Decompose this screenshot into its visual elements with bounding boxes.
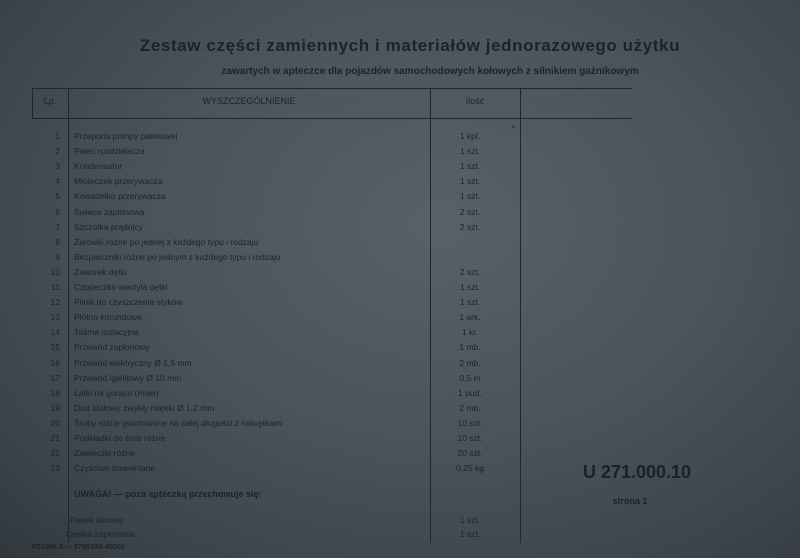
table-row [0,159,520,174]
table-row [0,189,520,204]
row-qty: 2 szt. [459,206,481,217]
row-lp: 23 [50,463,60,474]
row-qty: 1 kpl. [459,131,481,141]
row-qty: 1 ark. [459,312,481,323]
row-qty: 10 szt. [457,417,483,428]
row-name: Pilnik do czyszczenia styków [74,297,183,308]
row-name: Przewód elektryczny Ø 1,5 mm [74,357,192,368]
table-row [0,446,520,461]
row-qty: 1 szt. [459,176,481,187]
row-qty: 1 mb. [459,342,481,353]
row-qty: 2 mb. [459,402,481,413]
row-name: Płótno korundowe [74,312,143,323]
row-lp: 4 [55,176,60,187]
table-row [0,461,520,476]
row-lp: 5 [55,191,60,202]
row-lp: 7 [55,221,60,232]
extra-row [0,527,520,542]
table-row [0,235,520,250]
extra-qty: 1 szt. [459,529,481,539]
row-qty: 10 szt. [457,433,483,443]
table-row [0,205,520,220]
table-row [0,431,520,446]
row-lp: 16 [50,357,60,368]
row-name: Zawleczki różne [74,448,135,459]
row-lp: 1 [55,131,60,141]
table-row [0,280,520,295]
extra-qty: 1 szt. [459,515,481,525]
row-lp: 2 [55,146,60,157]
extra-name: Pasek klinowy [70,515,124,525]
page-number: strona 1 [612,496,648,506]
row-name: Bezpieczniki różne po jednym z każdego typu i rodzaju [74,251,281,262]
row-name: Kowadełko przerywacza [74,191,166,202]
row-qty: 20 szt. [457,448,483,459]
asterisk-mark: * [512,124,516,133]
table-row [0,356,520,371]
row-qty: 1 szt. [459,161,481,172]
document-subtitle: zawartych w apteczce dla pojazdów samochodowych kołowych z silnikiem gaźnikowym [221,66,639,77]
column-header-name: WYSZCZEGÓLNIENIE [202,96,296,106]
row-name: Czyściwo bawełniane [74,463,156,474]
row-qty: 1 szt. [459,282,481,292]
row-lp: 18 [50,387,60,398]
row-name: Palec rozdzielacza [74,146,145,157]
row-name: Przewód igielitowy Ø 10 mm [74,372,182,383]
row-lp: 17 [50,372,60,383]
table-row [0,174,520,189]
row-name: Podkładki do śrub różne [74,433,166,443]
row-name: Drut stalowy zwykły miękki Ø 1,2 mm [74,402,215,413]
table-row [0,129,520,144]
table-row [0,416,520,431]
table-row [0,371,520,386]
row-lp: 11 [51,282,60,292]
table-row [0,220,520,235]
row-lp: 6 [55,206,60,217]
row-qty: 1 szt. [459,146,481,157]
row-name: Szczotka prądnicy [74,221,143,232]
row-lp: 10 [50,266,60,277]
column-header-qty: Ilość [465,96,485,106]
row-name: Świeca zapłonowa [74,206,145,217]
row-lp: 19 [50,402,60,413]
row-lp: 8 [55,236,60,247]
row-name: Żarówki różne po jednej z każdego typu i rodzaju [74,236,259,247]
row-qty: 0,5 m [459,372,481,383]
table-top-border [32,88,632,89]
row-qty: 2 mb. [459,357,481,368]
row-qty: 1 pud. [458,387,482,398]
row-lp: 15 [50,342,60,353]
document-title: Zestaw części zamiennych i materiałów jednorazowego użytku [139,36,681,55]
table-row [0,144,520,159]
row-lp: 3 [55,161,60,172]
row-qty: 2 szt. [459,266,481,277]
row-lp: 14 [50,327,60,338]
table-row [0,310,520,325]
row-qty: 1 szt. [459,297,481,308]
row-name: Młoteczek przerywacza [74,176,163,187]
row-lp: 9 [55,251,60,262]
extra-row [0,513,520,528]
row-name: Łatki na gorąco (małe) [74,387,159,398]
row-lp: 13 [50,312,60,323]
table-row [0,295,520,310]
table-row [0,325,520,340]
qty-column-divider [520,88,521,543]
row-lp: 20 [50,417,60,428]
row-name: Przewód zapłonowy [74,342,150,353]
table-row [0,250,520,265]
print-footer: PZGMK 8 — 57993/66 40000 [32,544,125,551]
row-lp: 12 [50,297,60,308]
row-lp: 21 [50,433,60,443]
document-code: U 271.000.10 [582,462,692,482]
table-row [0,340,520,355]
row-qty: 1 kr. [461,327,479,338]
table-row [0,265,520,280]
row-name: Śruby różne gwintowane na całej długości z nakrętkami [74,417,283,428]
note-text: UWAGA! — poza apteczką przechowuje się: [74,489,262,499]
row-qty: 1 szt. [459,191,481,202]
table-row [0,386,520,401]
row-name: Czopeczko wentyla dętki [74,282,168,292]
row-name: Taśma izolacyjna [74,327,139,338]
row-name: Kondensator [74,161,123,172]
table-row [0,401,520,416]
table-header-border [32,118,632,119]
row-name: Przepona pompy paliwowej [74,131,178,141]
row-qty: 2 szt. [459,221,481,232]
row-lp: 22 [50,448,60,459]
column-header-lp: Lp. [43,96,57,106]
extra-name: Cewka zapłonowa [66,529,135,539]
row-name: Zaworek dętki [74,266,127,277]
row-qty: 0,25 kg [456,463,484,474]
